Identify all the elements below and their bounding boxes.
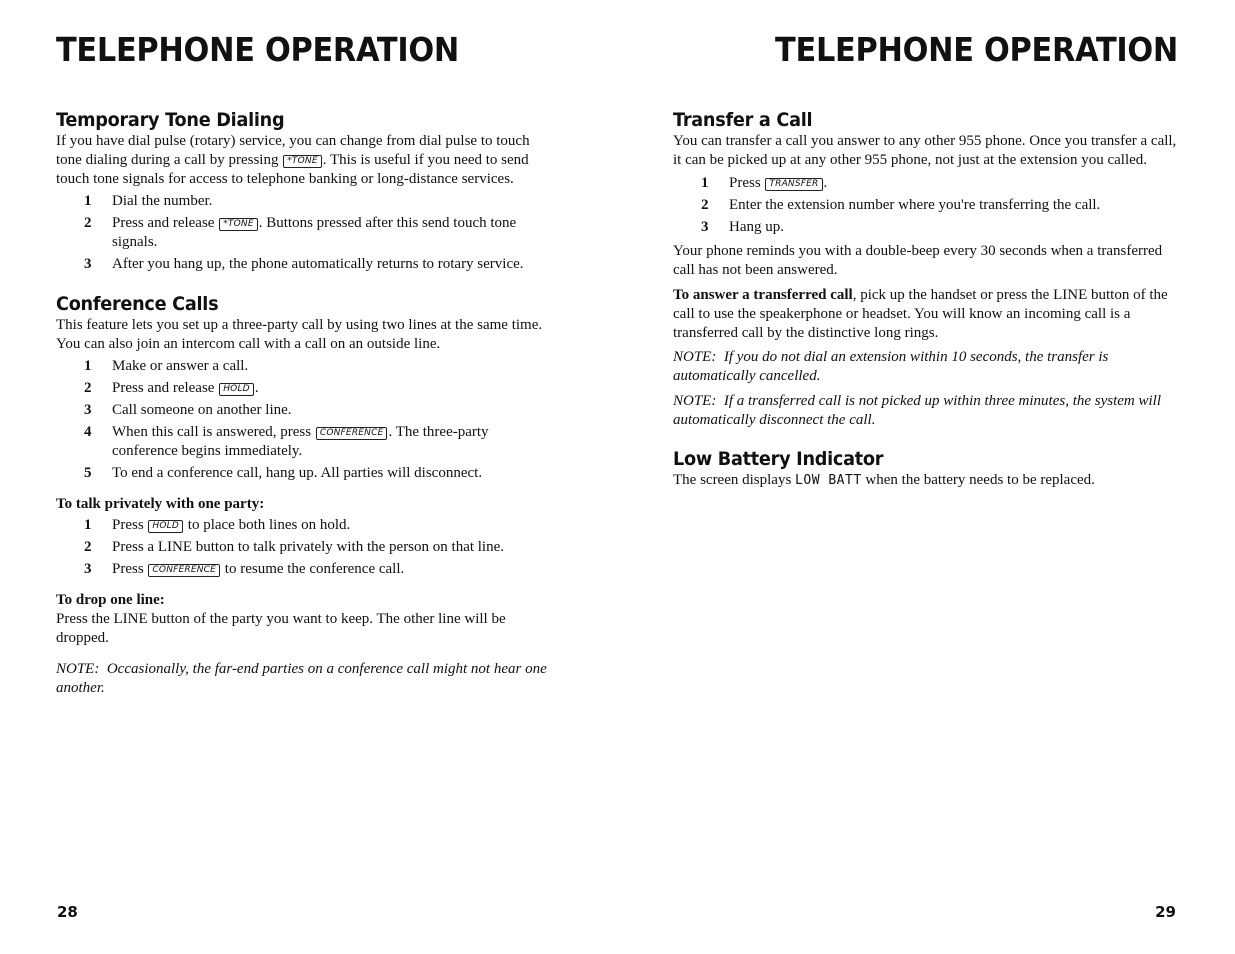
page-number: 28 (57, 903, 78, 921)
page-number: 29 (1155, 903, 1176, 921)
step-list (56, 516, 556, 579)
section-temporary-tone-dialing (56, 108, 556, 274)
battery-text: The screen displays LOW BATT when the battery needs to be replaced. (673, 472, 1095, 488)
section-conference-calls (56, 292, 556, 698)
tone-key-icon: *TONE (219, 218, 258, 231)
left-page-content (56, 108, 556, 698)
list-item: 4 When this call is answered, press CONFERENCE . The three-party conference begins immediately. (84, 424, 489, 459)
section-title: Temporary Tone Dialing (56, 109, 285, 131)
right-page-content (673, 108, 1178, 490)
step-list (56, 357, 556, 483)
note-text: If you do not dial an extension within 10 seconds, the transfer is automatically cancelled. (673, 349, 1109, 384)
list-item: 2 Press and release *TONE . Buttons pressed after this send touch tone signals. (84, 215, 517, 250)
answer-transferred-text: To answer a transferred call, pick up the handset or press the LINE button of the call to use the speakerphone or headset. You will know an incoming call is a transferred call by the distinctive long rings. (673, 287, 1168, 341)
list-item: 1 Make or answer a call. (84, 358, 249, 374)
tone-key-icon: *TONE (283, 155, 322, 168)
page-header: TELEPHONE OPERATION (56, 30, 460, 69)
step-list (56, 192, 556, 274)
list-item: 3 After you hang up, the phone automatically returns to rotary service. (84, 256, 524, 272)
section-intro: You can transfer a call you answer to any other 955 phone. Once you transfer a call, it can be picked up at any other 955 phone, not just at the extension you called. (673, 133, 1177, 168)
list-item: 1 Dial the number. (84, 193, 213, 209)
list-item: 2 Press and release HOLD . (84, 380, 259, 396)
note (673, 392, 1178, 430)
section-title: Low Battery Indicator (673, 448, 884, 470)
section-title: Transfer a Call (673, 109, 813, 131)
drop-line-text: Press the LINE button of the party you want to keep. The other line will be dropped. (56, 611, 506, 646)
note (56, 660, 556, 698)
note (673, 348, 1178, 386)
section-title: Conference Calls (56, 293, 219, 315)
left-page (56, 0, 556, 954)
hold-key-icon: HOLD (219, 383, 254, 396)
section-intro: If you have dial pulse (rotary) service, you can change from dial pulse to touch tone dialing during a call by pressing *TONE . This is useful if you need to send touch tone signals for access to telephone banking or long-distance services. (56, 133, 530, 187)
conference-key-icon: CONFERENCE (148, 564, 220, 577)
page-header: TELEPHONE OPERATION (774, 30, 1178, 69)
drop-line-heading: To drop one line: (56, 592, 165, 608)
section-intro: This feature lets you set up a three-party call by using two lines at the same time. You can also join an intercom call with a call on an outside line. (56, 317, 543, 352)
screen-display-text: LOW BATT (795, 473, 862, 488)
conference-key-icon: CONFERENCE (316, 427, 388, 440)
hold-key-icon: HOLD (148, 520, 183, 533)
note-label: NOTE: (56, 661, 100, 677)
list-item: 3 Press CONFERENCE to resume the conference call. (84, 561, 405, 577)
list-item: 1 Press HOLD to place both lines on hold. (84, 517, 351, 533)
list-item: 3 Hang up. (701, 219, 784, 235)
private-talk-heading: To talk privately with one party: (56, 496, 265, 512)
note-text: If a transferred call is not picked up within three minutes, the system will automatically disconnect the call. (673, 393, 1162, 428)
transfer-key-icon: TRANSFER (765, 178, 822, 191)
step-list (673, 174, 1178, 237)
section-low-battery-indicator (673, 447, 1178, 490)
right-page (673, 0, 1178, 954)
reminder-text: Your phone reminds you with a double-beep every 30 seconds when a transferred call has not been answered. (673, 243, 1163, 278)
list-item: 1 Press TRANSFER . (701, 175, 828, 191)
list-item: 2 Enter the extension number where you're transferring the call. (701, 197, 1101, 213)
note-label: NOTE: (673, 393, 717, 409)
note-label: NOTE: (673, 349, 717, 365)
note-text: Occasionally, the far-end parties on a conference call might not hear one another. (56, 661, 547, 696)
list-item: 3 Call someone on another line. (84, 402, 292, 418)
list-item: 2 Press a LINE button to talk privately with the person on that line. (84, 539, 505, 555)
list-item: 5 To end a conference call, hang up. All parties will disconnect. (84, 465, 483, 481)
section-transfer-a-call (673, 108, 1178, 430)
